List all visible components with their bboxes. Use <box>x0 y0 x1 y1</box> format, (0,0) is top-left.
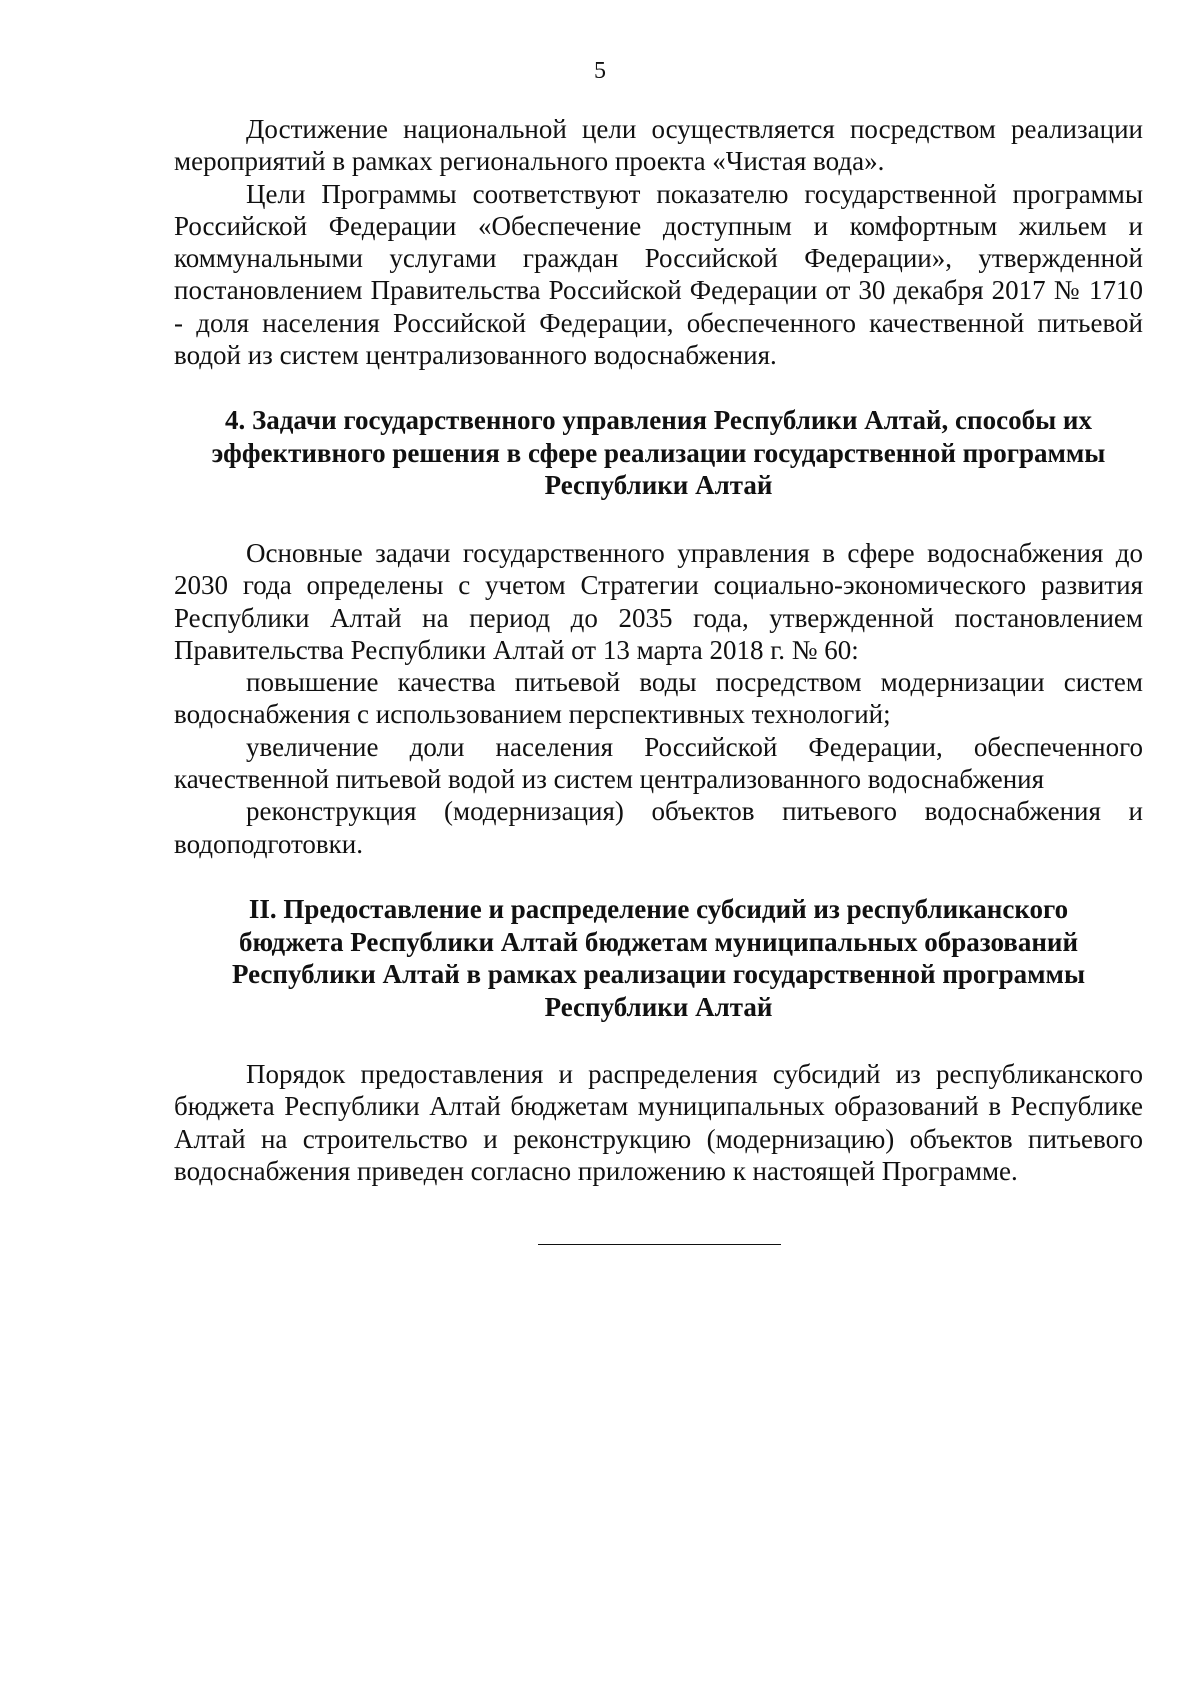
section-ii-paragraph-1: Порядок предоставления и распределения субсидий из республиканского бюджета Республики Алтай бюджетам муниципальных образований в Республике Алтай на строительство и реконструкцию (модернизацию) объектов питьевого водоснабжения приведен согласно приложению к настоящей Программе. <box>174 1059 1143 1186</box>
section-ii-heading-line-1: II. Предоставление и распределение субсидий из республиканского <box>248 894 1069 924</box>
section-4-paragraph-1: Основные задачи государственного управления в сфере водоснабжения до 2030 года определены с учетом Стратегии социально-экономического развития Республики Алтай на период до 2035 года, утвержденной постановлением Правительства Республики Алтай от 13 марта 2018 г. № 60: <box>174 538 1143 665</box>
section-4-heading-line-3: Республики Алтай <box>544 470 773 500</box>
section-ii-body <box>174 1058 1143 1187</box>
section-ii-heading-line-4: Республики Алтай <box>544 991 773 1022</box>
intro-paragraph-1: Достижение национальной цели осуществляется посредством реализации мероприятий в рамках регионального проекта «Чистая вода». <box>174 114 1143 177</box>
section-4-heading-line-1: 4. Задачи государственного управления Республики Алтай, способы их <box>225 405 1092 435</box>
page-number: 5 <box>594 58 606 84</box>
section-4-paragraph-2: повышение качества питьевой воды посредством модернизации систем водоснабжения с использованием перспективных технологий; <box>174 667 1143 730</box>
intro-block <box>174 113 1143 371</box>
section-4-paragraph-4: реконструкция (модернизация) объектов питьевого водоснабжения и водоподготовки. <box>174 796 1143 859</box>
section-4-heading <box>160 404 1157 502</box>
intro-paragraph-2: Цели Программы соответствуют показателю государственной программы Российской Федерации «Обеспечение доступным и комфортным жильем и коммунальными услугами граждан Российской Федерации», утвержденной постановлением Правительства Российской Федерации от 30 декабря 2017 № 1710 - доля населения Российской Федерации, обеспеченного качественной питьевой водой из систем централизованного водоснабжения. <box>174 178 1143 371</box>
section-4-paragraph-3: увеличение доли населения Российской Федерации, обеспеченного качественной питьевой водой из систем централизованного водоснабжения <box>174 731 1143 795</box>
section-ii-heading-line-3: Республики Алтай в рамках реализации государственной программы <box>231 959 1086 989</box>
section-ii-heading <box>160 893 1157 1023</box>
section-ii-heading-line-2: бюджета Республики Алтай бюджетам муниципальных образований <box>238 926 1079 957</box>
section-4-heading-line-2: эффективного решения в сфере реализации государственной программы <box>211 437 1106 468</box>
end-of-document-rule <box>538 1244 781 1245</box>
section-4-body <box>174 537 1143 860</box>
